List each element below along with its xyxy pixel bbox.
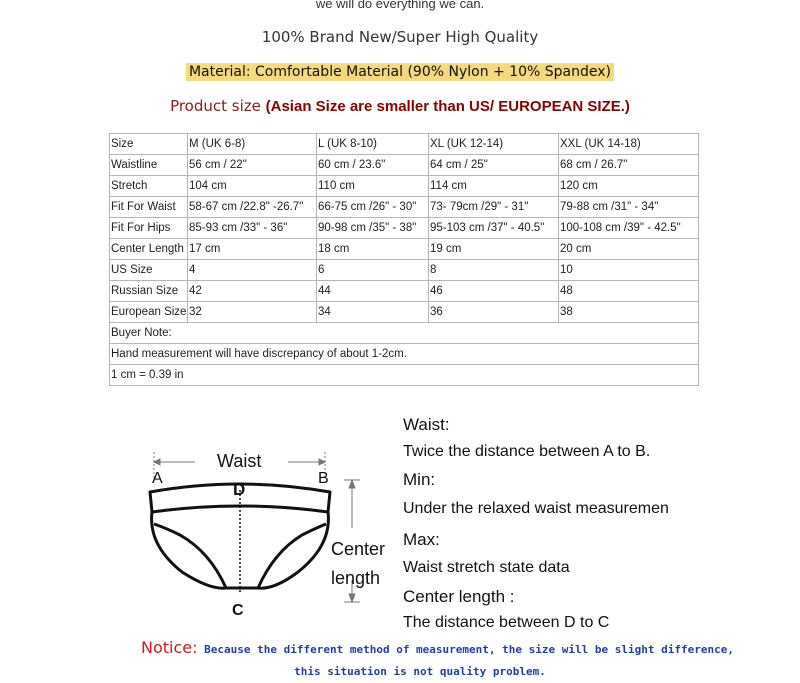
row-label: Center Length [110, 239, 188, 260]
row-label: Russian Size [110, 281, 188, 302]
table-cell: 36 [429, 302, 559, 323]
table-header-row [110, 134, 699, 155]
table-cell: 66-75 cm /26" - 30" [317, 197, 429, 218]
table-cell: 85-93 cm /33" - 36" [188, 218, 317, 239]
table-cell: 68 cm / 26.7" [559, 155, 699, 176]
table-note-row [110, 323, 699, 344]
row-label: European Size [110, 302, 188, 323]
table-cell: 6 [317, 260, 429, 281]
unit-conversion-note: 1 cm = 0.39 in [110, 365, 699, 386]
table-cell: 48 [559, 281, 699, 302]
table-cell: 100-108 cm /39" - 42.5" [559, 218, 699, 239]
table-cell: 60 cm / 23.6" [317, 155, 429, 176]
row-label: Fit For Waist [110, 197, 188, 218]
notice-line [141, 638, 734, 658]
table-cell: 34 [317, 302, 429, 323]
table-cell: 104 cm [188, 176, 317, 197]
product-size-heading [0, 97, 800, 115]
table-note-row [110, 344, 699, 365]
material-line: Material: Comfortable Material (90% Nylon + 10% Spandex) [186, 63, 614, 81]
table-cell: 120 cm [559, 176, 699, 197]
buyer-note: Buyer Note: [110, 323, 699, 344]
header-cell: L (UK 8-10) [317, 134, 429, 155]
center-label: Center [331, 539, 386, 559]
table-row [110, 197, 699, 218]
table-cell: 19 cm [429, 239, 559, 260]
table-cell: 20 cm [559, 239, 699, 260]
table-cell: 114 cm [429, 176, 559, 197]
measurement-note: Hand measurement will have discrepancy of about 1-2cm. [110, 344, 699, 365]
header-cell: M (UK 6-8) [188, 134, 317, 155]
header-cell: Size [110, 134, 188, 155]
table-cell: 8 [429, 260, 559, 281]
table-cell: 18 cm [317, 239, 429, 260]
table-row [110, 176, 699, 197]
table-cell: 90-98 cm /35" - 38" [317, 218, 429, 239]
table-cell: 44 [317, 281, 429, 302]
max-definition: Waist stretch state data [403, 559, 570, 576]
top-note: we will do everything we can. [315, 0, 485, 11]
waist-label: Waist [217, 451, 262, 471]
table-cell: 58-67 cm /22.8" -26.7" [188, 197, 317, 218]
min-definition: Under the relaxed waist measuremen [403, 500, 669, 517]
notice-text: Because the different method of measurement, the size will be slight difference, [197, 643, 734, 656]
point-d-label: D [233, 480, 246, 499]
header-cell: XXL (UK 14-18) [559, 134, 699, 155]
material-line-wrapper [0, 63, 800, 81]
table-cell: 110 cm [317, 176, 429, 197]
table-row [110, 218, 699, 239]
notice-text-line-2: this situation is not quality problem. [294, 665, 546, 678]
waist-heading: Waist: [403, 415, 450, 434]
size-chart-table [109, 133, 699, 386]
asian-size-note: (Asian Size are smaller than US/ EUROPEAN SIZE.) [265, 98, 630, 115]
row-label: Fit For Hips [110, 218, 188, 239]
header-cell: XL (UK 12-14) [429, 134, 559, 155]
table-cell: 38 [559, 302, 699, 323]
table-row [110, 239, 699, 260]
brand-quality-line: 100% Brand New/Super High Quality [261, 28, 539, 46]
min-heading: Min: [403, 470, 436, 489]
table-cell: 56 cm / 22" [188, 155, 317, 176]
table-row [110, 260, 699, 281]
product-size-label: Product size [170, 97, 266, 115]
row-label: Waistline [110, 155, 188, 176]
row-label: US Size [110, 260, 188, 281]
table-cell: 17 cm [188, 239, 317, 260]
center-length-heading: Center length : [403, 587, 515, 606]
notice-label: Notice: [141, 638, 198, 657]
point-a-label: A [152, 470, 163, 487]
table-cell: 95-103 cm /37" - 40.5" [429, 218, 559, 239]
table-row [110, 281, 699, 302]
max-heading: Max: [403, 530, 440, 549]
center-length-definition: The distance between D to C [403, 614, 610, 631]
table-cell: 64 cm / 25" [429, 155, 559, 176]
point-c-label: C [232, 602, 244, 619]
table-cell: 46 [429, 281, 559, 302]
table-cell: 42 [188, 281, 317, 302]
table-row [110, 155, 699, 176]
table-cell: 79-88 cm /31" - 34" [559, 197, 699, 218]
table-note-row [110, 365, 699, 386]
briefs-measurement-diagram [140, 440, 400, 620]
table-cell: 32 [188, 302, 317, 323]
table-cell: 4 [188, 260, 317, 281]
row-label: Stretch [110, 176, 188, 197]
waist-definition: Twice the distance between A to B. [403, 443, 651, 460]
table-cell: 10 [559, 260, 699, 281]
length-label: length [331, 568, 381, 588]
table-cell: 73- 79cm /29" - 31" [429, 197, 559, 218]
point-b-label: B [318, 470, 329, 487]
table-row [110, 302, 699, 323]
